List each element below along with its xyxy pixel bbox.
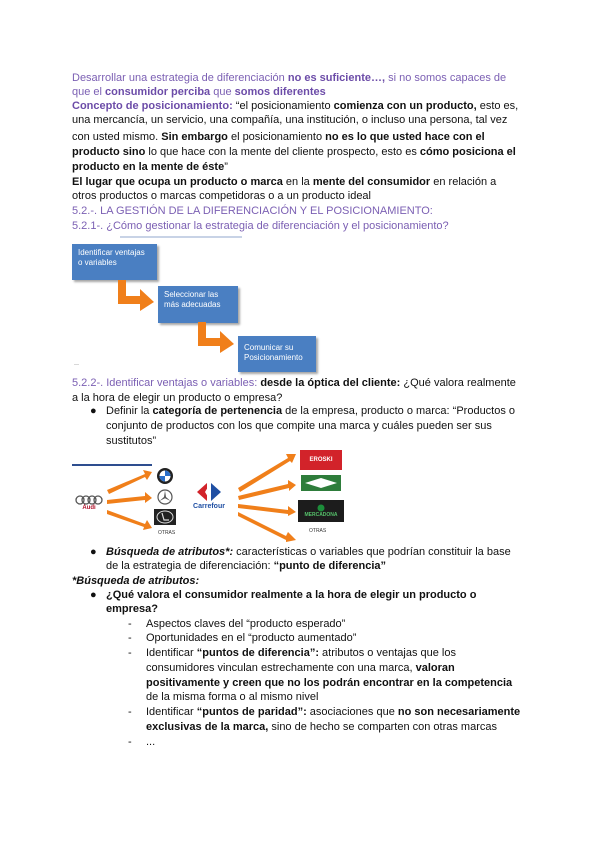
place-line-1: El lugar que ocupa un producto o marca en la mente del consumidor en relación a xyxy=(72,176,497,188)
mercedes-logo xyxy=(152,488,178,506)
intro-line-2: que el consumidor perciba que somos diferentes xyxy=(72,86,326,98)
bullet-dot: ● xyxy=(90,546,97,558)
diagram-box-communicate: Comunicar su Posicionamiento xyxy=(238,336,316,372)
dash-item-ellipsis: ... xyxy=(146,736,156,748)
concept-line-4: producto sino lo que hace con la mente del cliente prospecto, esto es cómo posiciona el xyxy=(72,146,516,158)
concept-line-1: Concepto de posicionamiento: “el posicionamiento comienza con un producto, esto es, xyxy=(72,100,519,112)
concept-line-5: producto en la mente de éste” xyxy=(72,161,228,173)
bullet-dot: ● xyxy=(90,589,97,601)
diagram-box-select: Seleccionar las más adecuadas xyxy=(158,286,238,323)
dash-item-expected: Aspectos claves del “producto esperado” xyxy=(146,618,346,630)
dash-marker: - xyxy=(128,618,132,630)
lexus-logo xyxy=(152,508,178,526)
diagram-box-identify: Identificar ventajas o variables xyxy=(72,244,157,280)
dash-marker: - xyxy=(128,706,132,718)
intro-line-1: Desarrollar una estrategia de diferenciación no es suficiente…, si no somos capaces de xyxy=(72,72,507,84)
diff-line-2: consumidores vinculan estrechamente con una marca, valoran xyxy=(146,662,455,674)
diagram-arrow-2 xyxy=(190,322,236,354)
parity-line-1: Identificar “puntos de paridad”: asociaciones que no son necesariamente xyxy=(146,706,521,718)
otras-label-left: OTRAS xyxy=(158,530,176,536)
category-line-1: Definir la categoría de pertenencia de la empresa, producto o marca: “Productos o xyxy=(106,405,516,417)
subsection-heading: 5.2.1-. ¿Cómo gestionar la estrategia de diferenciación y el posicionamiento? xyxy=(72,220,449,232)
diagram-arrow-1 xyxy=(110,280,156,312)
concept-line-3: con usted mismo. Sin embargo el posicionamiento no es lo que usted hace con el xyxy=(72,131,485,143)
question-line-2: empresa? xyxy=(106,603,158,615)
audi-logo: Audi xyxy=(72,490,106,516)
diff-line-3: positivamente y creen que no los podrán encontrar en la competencia xyxy=(146,677,513,689)
diff-line-1: Identificar “puntos de diferencia”: atributos o ventajas que los xyxy=(146,647,456,659)
carrefour-arrows xyxy=(236,448,300,544)
concept-line-2: una mercancía, un servicio, una compañía, una institución, o incluso una persona, tal vez xyxy=(72,114,508,126)
identify-line-2: a la hora de elegir un producto o empresa? xyxy=(72,392,283,404)
figure-top-rule xyxy=(72,464,152,466)
place-line-2: otros productos o marcas competidoras o a un producto ideal xyxy=(72,190,371,202)
dash-marker: - xyxy=(128,647,132,659)
category-line-3: sustitutos” xyxy=(106,435,157,447)
attributes-title: *Búsqueda de atributos: xyxy=(72,575,200,587)
diagram-caption: — xyxy=(74,362,79,368)
dash-marker: - xyxy=(128,736,132,748)
attributes-line-1: Búsqueda de atributos*: características o variables que podrían constituir la base xyxy=(106,546,511,558)
carrefour-logo: Carrefour xyxy=(184,476,234,514)
bmw-logo xyxy=(152,466,178,486)
parity-line-2: exclusivas de la marca, sino de hecho se comparten con otras marcas xyxy=(146,721,497,733)
eroski-logo: EROSKI xyxy=(300,450,342,470)
mercadona-logo: MERCADONA xyxy=(298,500,344,522)
question-line-1: ¿Qué valora el consumidor realmente a la hora de elegir un producto o xyxy=(106,589,477,601)
identify-line-1: 5.2.2-. Identificar ventajas o variables: desde la óptica del cliente: ¿Qué valora realmente xyxy=(72,377,516,389)
diff-line-4: de la misma forma o al mismo nivel xyxy=(146,691,319,703)
dash-item-augmented: Oportunidades en el “producto aumentado” xyxy=(146,632,357,644)
audi-arrows xyxy=(105,468,153,538)
attributes-line-2: de la estrategia de diferenciación: “punto de diferencia” xyxy=(106,560,387,572)
bullet-dot: ● xyxy=(90,405,97,417)
otras-label-right: OTRAS xyxy=(309,528,327,534)
category-line-2: conjunto de productos con los que compite una marca y cuáles pueden ser sus xyxy=(106,420,492,432)
diagram-top-rule xyxy=(120,236,242,238)
dash-marker: - xyxy=(128,632,132,644)
section-heading: 5.2.-. LA GESTIÓN DE LA DIFERENCIACIÓN Y EL POSICIONAMIENTO: xyxy=(72,205,433,217)
lidl-logo xyxy=(300,474,342,492)
